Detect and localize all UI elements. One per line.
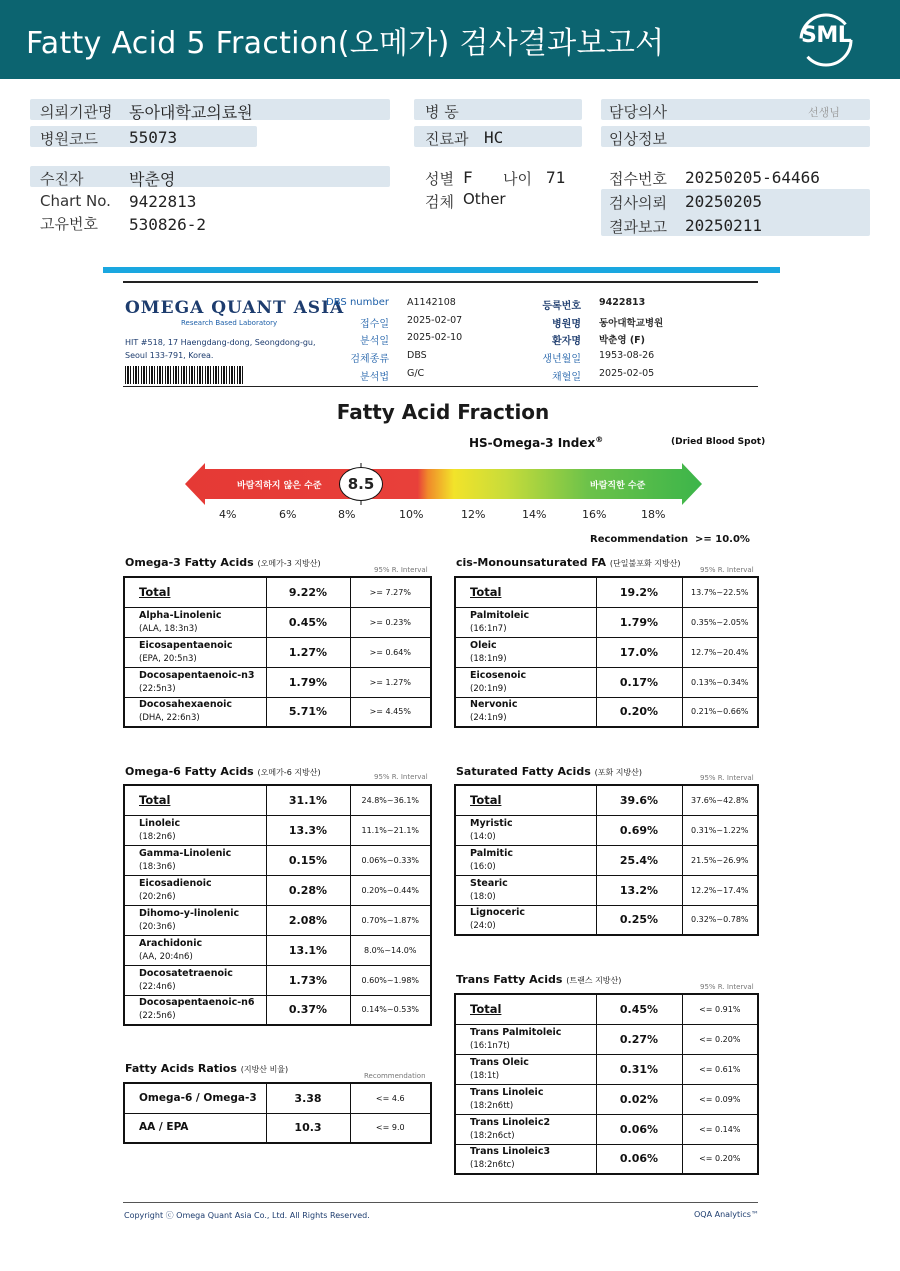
reference-range: 0.13%~0.34%: [682, 667, 758, 697]
table-row: [455, 1054, 758, 1084]
fatty-acid-name: [124, 785, 266, 815]
result-value: 0.02%: [596, 1084, 682, 1114]
fatty-acid-name: [124, 965, 266, 995]
sfa-table: [454, 784, 759, 936]
patient-value: 박춘영: [129, 170, 176, 189]
fatty-acid-notation: (22:5n3): [139, 683, 176, 694]
table-row: [124, 875, 431, 905]
table-row: [124, 637, 431, 667]
fatty-acid-notation: (DHA, 22:6n3): [139, 713, 200, 724]
table-row: [455, 1114, 758, 1144]
dbs-label: DBS number: [326, 297, 389, 308]
draw-value: 2025-02-05: [599, 368, 655, 379]
chart-no-value: 9422813: [129, 192, 197, 211]
fatty-acid-name: [124, 637, 266, 667]
recommendation-label: Recommendation: [590, 534, 689, 545]
table-row: [124, 667, 431, 697]
reg-label: 등록번호: [542, 301, 581, 312]
fatty-acid-label: Docosapentaenoic-n6: [139, 997, 255, 1009]
fatty-acid-name: [455, 1084, 596, 1114]
scale-tick-label: 8%: [338, 508, 356, 521]
unique-no-label: 고유번호: [40, 215, 98, 233]
mufa-table: [454, 576, 759, 728]
specimen-value: Other: [463, 190, 506, 208]
reference-range: 0.35%~2.05%: [682, 607, 758, 637]
fatty-acid-label: Trans Linoleic3: [470, 1146, 551, 1158]
result-value: 25.4%: [596, 845, 682, 875]
fatty-acid-label: Eicosapentaenoic: [139, 639, 233, 651]
reference-range: <= 0.61%: [682, 1054, 758, 1084]
omega3-ri-label: 95% R. Interval: [374, 566, 428, 574]
fatty-acid-label: Palmitic: [470, 847, 513, 859]
result-value: 0.45%: [596, 994, 682, 1024]
section-divider: [103, 267, 780, 273]
reference-range: 0.32%~0.78%: [682, 905, 758, 935]
sample-type-value: DBS: [407, 350, 427, 361]
scale-tick-label: 14%: [522, 508, 547, 521]
ratios-table: [123, 1082, 432, 1144]
fatty-acid-notation: (20:3n6): [139, 921, 176, 932]
result-value: 0.15%: [266, 845, 350, 875]
request-label: 검사의뢰: [609, 194, 667, 212]
analyzed-value: 2025-02-10: [407, 332, 463, 343]
method-label: 분석법: [360, 372, 389, 383]
fatty-acid-notation: (16:0): [470, 861, 496, 872]
reference-range: 0.60%~1.98%: [350, 965, 431, 995]
receipt-value: 20250205-64466: [685, 168, 820, 187]
reference-range: >= 4.45%: [350, 697, 431, 727]
omega3-title-kr: (오메가-3 지방산): [257, 559, 321, 568]
mufa-ri-label: 95% R. Interval: [700, 566, 754, 574]
fatty-acid-name: [124, 815, 266, 845]
fatty-acid-name: [455, 905, 596, 935]
table-row: [455, 815, 758, 845]
reg-value: 9422813: [599, 297, 646, 308]
ratios-title-kr: (지방산 비율): [240, 1065, 289, 1074]
specimen-label: 검체: [425, 193, 454, 211]
fatty-acid-label: AA / EPA: [139, 1121, 189, 1134]
fatty-acid-name: [124, 667, 266, 697]
result-value: 1.79%: [596, 607, 682, 637]
table-row: [455, 845, 758, 875]
fatty-acid-label: Myristic: [470, 817, 513, 829]
fatty-acid-notation: (16:1n7): [470, 623, 507, 634]
reference-range: 12.7%~20.4%: [682, 637, 758, 667]
fatty-acid-label: Trans Oleic: [470, 1056, 529, 1068]
sex-value: F: [463, 168, 473, 187]
fraction-title: [0, 400, 900, 424]
fatty-acid-name: [455, 815, 596, 845]
doctor-label: 담당의사: [609, 103, 667, 121]
fatty-acid-name: [455, 1114, 596, 1144]
lab-address: HIT #518, 17 Haengdang-dong, Seongdong-gu, Seoul 133-791, Korea.: [125, 338, 316, 360]
fatty-acid-name: [124, 607, 266, 637]
fatty-acid-notation: (ALA, 18:3n3): [139, 623, 198, 634]
fatty-acid-notation: (14:0): [470, 831, 496, 842]
fatty-acid-name: [455, 785, 596, 815]
table-row: [455, 785, 758, 815]
omega6-table: [123, 784, 432, 1026]
fatty-acid-name: [455, 697, 596, 727]
trans-title-kr: (트랜스 지방산): [566, 976, 622, 985]
table-row: [124, 965, 431, 995]
omega6-ri-label: 95% R. Interval: [374, 773, 428, 781]
result-value: 0.27%: [596, 1024, 682, 1054]
mufa-section-title: [456, 556, 681, 569]
barcode-icon: [125, 366, 245, 384]
ratios-section-title: [125, 1062, 288, 1075]
fatty-acid-notation: (18:0): [470, 891, 496, 902]
result-value: 13.2%: [596, 875, 682, 905]
omega3-table: [123, 576, 432, 728]
sex-label: 성별: [425, 170, 454, 188]
fatty-acid-notation: (18:2n6): [139, 831, 176, 842]
fatty-acid-notation: (18:2n6ct): [470, 1130, 515, 1141]
fatty-acid-label: Eicosenoic: [470, 669, 527, 681]
method-value: G/C: [407, 368, 425, 379]
table-row: [455, 994, 758, 1024]
sample-type-label: 검체종류: [350, 354, 389, 365]
fatty-acid-label: Total: [470, 792, 502, 807]
sfa-title-kr: (포화 지방산): [594, 768, 643, 777]
table-row: [124, 1083, 431, 1113]
reference-range: 13.7%~22.5%: [682, 577, 758, 607]
analytics-brand: OQA Analytics™: [694, 1210, 759, 1219]
report-value: 20250211: [685, 216, 763, 235]
result-value: 0.17%: [596, 667, 682, 697]
lab-bottom-rule: [123, 386, 758, 387]
result-value: 39.6%: [596, 785, 682, 815]
fatty-acid-name: [455, 845, 596, 875]
result-value: 0.28%: [266, 875, 350, 905]
result-value: 2.08%: [266, 905, 350, 935]
age-value: 71: [546, 168, 566, 187]
fatty-acid-name: [455, 1054, 596, 1084]
copyright-text: Copyright ⓒ Omega Quant Asia Co., Ltd. All Rights Reserved.: [124, 1211, 370, 1220]
institution-label: 의뢰기관명: [40, 103, 113, 121]
fatty-acid-notation: (20:1n9): [470, 683, 507, 694]
fatty-acid-name: [455, 667, 596, 697]
dept-value: HC: [484, 128, 504, 147]
reference-range: 0.06%~0.33%: [350, 845, 431, 875]
reference-range: >= 0.23%: [350, 607, 431, 637]
unique-no-value: 530826-2: [129, 215, 207, 234]
table-row: [124, 785, 431, 815]
result-value: 0.45%: [266, 607, 350, 637]
fatty-acid-name: [124, 995, 266, 1025]
fatty-acid-label: Omega-6 / Omega-3: [139, 1091, 257, 1104]
trans-ri-label: 95% R. Interval: [700, 983, 754, 991]
reference-range: <= 0.14%: [682, 1114, 758, 1144]
table-row: [124, 607, 431, 637]
fatty-acid-name: [455, 1024, 596, 1054]
patient-row-bg: [30, 166, 390, 187]
fatty-acid-notation: (18:1n9): [470, 653, 507, 664]
lab-tagline: Research Based Laboratory: [181, 319, 278, 327]
hospital-code-value: 55073: [129, 128, 178, 147]
fatty-acid-name: [455, 637, 596, 667]
fatty-acid-label: Docosapentaenoic-n3: [139, 669, 255, 681]
reference-range: >= 7.27%: [350, 577, 431, 607]
table-row: [124, 905, 431, 935]
sfa-section-title: [456, 765, 642, 778]
table-row: [124, 845, 431, 875]
institution-value: 동아대학교의료원: [129, 103, 253, 122]
reference-range: 21.5%~26.9%: [682, 845, 758, 875]
fatty-acid-notation: (20:2n6): [139, 891, 176, 902]
fatty-acid-notation: (22:5n6): [139, 1011, 176, 1022]
hs-omega3-title: HS-Omega-3 Index®: [469, 435, 604, 450]
fatty-acid-name: [455, 607, 596, 637]
fatty-acid-label: Trans Linoleic2: [470, 1116, 551, 1128]
fatty-acid-label: Lignoceric: [470, 907, 526, 919]
omega3-section-title: [125, 556, 321, 569]
result-value: 31.1%: [266, 785, 350, 815]
fatty-acid-name: [124, 1083, 266, 1113]
reference-range: 24.8%~36.1%: [350, 785, 431, 815]
sml-logo-text: SML: [801, 23, 852, 48]
table-row: [124, 1113, 431, 1143]
scale-tick-label: 18%: [641, 508, 666, 521]
fatty-acid-label: Gamma-Linolenic: [139, 847, 232, 859]
reference-range: >= 0.64%: [350, 637, 431, 667]
undesirable-level-label: 바람직하지 않은 수준: [237, 481, 322, 491]
table-row: [455, 905, 758, 935]
result-value: 9.22%: [266, 577, 350, 607]
table-row: [455, 577, 758, 607]
request-value: 20250205: [685, 192, 763, 211]
fatty-acid-label: Total: [470, 1001, 502, 1016]
omega3-index-value: 8.5: [339, 467, 383, 501]
scale-tick-label: 12%: [461, 508, 486, 521]
scale-tick-label: 16%: [582, 508, 607, 521]
fatty-acid-notation: (AA, 20:4n6): [139, 951, 193, 962]
fatty-acid-notation: (EPA, 20:5n3): [139, 653, 197, 664]
table-row: [455, 697, 758, 727]
fatty-acid-label: Trans Palmitoleic: [470, 1026, 562, 1038]
table-row: [124, 935, 431, 965]
table-row: [124, 995, 431, 1025]
report-label: 결과보고: [609, 218, 667, 236]
fatty-acid-name: [124, 935, 266, 965]
clinical-label: 임상정보: [609, 130, 667, 148]
fatty-acid-label: Palmitoleic: [470, 609, 530, 621]
table-row: [455, 667, 758, 697]
result-value: 1.27%: [266, 637, 350, 667]
result-value: 10.3: [266, 1113, 350, 1143]
dob-label: 생년월일: [542, 354, 581, 365]
table-row: [455, 607, 758, 637]
table-row: [455, 1024, 758, 1054]
reference-range: 0.20%~0.44%: [350, 875, 431, 905]
ward-label: 병 동: [425, 103, 459, 121]
reference-range: <= 0.91%: [682, 994, 758, 1024]
reference-range: 37.6%~42.8%: [682, 785, 758, 815]
reference-range: 0.70%~1.87%: [350, 905, 431, 935]
fatty-acid-name: [124, 875, 266, 905]
table-row: [455, 875, 758, 905]
fatty-acid-name: [455, 875, 596, 905]
fatty-acid-name: [455, 994, 596, 1024]
fatty-acid-label: Total: [139, 584, 171, 599]
result-value: 17.0%: [596, 637, 682, 667]
received-value: 2025-02-07: [407, 315, 463, 326]
reference-range: 0.21%~0.66%: [682, 697, 758, 727]
lab-logo-text: OMEGA QUANT ASIA: [125, 298, 345, 318]
fatty-acid-label: Docosahexaenoic: [139, 699, 233, 711]
result-value: 1.79%: [266, 667, 350, 697]
fatty-acid-notation: (24:0): [470, 921, 496, 932]
result-value: 0.06%: [596, 1114, 682, 1144]
result-value: 5.71%: [266, 697, 350, 727]
hosp-value: 동아대학교병원: [599, 318, 664, 329]
result-value: 0.20%: [596, 697, 682, 727]
hs-omega3-title-text: HS-Omega-3 Index: [469, 436, 596, 450]
mufa-title-text: cis-Monounsaturated FA: [456, 556, 607, 569]
table-row: [455, 1144, 758, 1174]
omega6-title-kr: (오메가-6 지방산): [257, 768, 321, 777]
dept-label: 진료과: [425, 130, 469, 148]
result-value: 13.1%: [266, 935, 350, 965]
fatty-acid-label: Oleic: [470, 639, 497, 651]
ratios-rec-label: Recommendation: [364, 1072, 426, 1080]
hosp-label: 병원명: [552, 319, 581, 330]
ratios-title-text: Fatty Acids Ratios: [125, 1062, 237, 1075]
chart-no-label: Chart No.: [40, 192, 111, 210]
draw-label: 채혈일: [552, 372, 581, 383]
recommendation-value: >= 10.0%: [695, 534, 750, 545]
fatty-acid-label: Stearic: [470, 877, 508, 889]
reference-range: 8.0%~14.0%: [350, 935, 431, 965]
omega6-title-text: Omega-6 Fatty Acids: [125, 765, 254, 778]
omega3-title-text: Omega-3 Fatty Acids: [125, 556, 254, 569]
table-row: [124, 697, 431, 727]
trans-title-text: Trans Fatty Acids: [456, 973, 563, 986]
reference-range: <= 0.20%: [682, 1144, 758, 1174]
age-label: 나이: [503, 170, 532, 188]
reference-range: 12.2%~17.4%: [682, 875, 758, 905]
fraction-title-text: Fatty Acid Fraction: [336, 400, 550, 424]
result-value: 0.25%: [596, 905, 682, 935]
fatty-acid-name: [455, 1144, 596, 1174]
result-value: 0.37%: [266, 995, 350, 1025]
lab-patient-label: 환자명: [552, 336, 581, 347]
reference-range: <= 0.09%: [682, 1084, 758, 1114]
fatty-acid-notation: (18:3n6): [139, 861, 176, 872]
trans-table: [454, 993, 759, 1175]
reference-range: >= 1.27%: [350, 667, 431, 697]
fatty-acid-label: Linoleic: [139, 817, 181, 829]
result-value: 3.38: [266, 1083, 350, 1113]
table-row: [455, 637, 758, 667]
footer-rule: [123, 1202, 758, 1203]
fatty-acid-label: Arachidonic: [139, 937, 203, 949]
fatty-acid-name: [455, 577, 596, 607]
receipt-label: 접수번호: [609, 170, 667, 188]
fatty-acid-label: Dihomo-y-linolenic: [139, 907, 240, 919]
result-value: 0.69%: [596, 815, 682, 845]
dob-value: 1953-08-26: [599, 350, 655, 361]
fatty-acid-notation: (18:2n6tt): [470, 1100, 514, 1111]
reference-range: 0.31%~1.22%: [682, 815, 758, 845]
fatty-acid-name: [124, 577, 266, 607]
patient-label: 수진자: [40, 170, 84, 188]
report-header-bar: [0, 0, 900, 79]
scale-tick-label: 10%: [399, 508, 424, 521]
reference-range: <= 0.20%: [682, 1024, 758, 1054]
fatty-acid-label: Eicosadienoic: [139, 877, 212, 889]
fatty-acid-name: [124, 697, 266, 727]
fatty-acid-notation: (18:1t): [470, 1070, 500, 1081]
fatty-acid-name: [124, 1113, 266, 1143]
result-value: 1.73%: [266, 965, 350, 995]
doctor-suffix: 선생님: [808, 106, 840, 119]
scale-tick-label: 6%: [279, 508, 297, 521]
reference-range: <= 4.6: [350, 1083, 431, 1113]
result-value: 0.06%: [596, 1144, 682, 1174]
hospital-code-label: 병원코드: [40, 130, 98, 148]
desirable-level-label: 바람직한 수준: [590, 481, 646, 491]
fatty-acid-label: Alpha-Linolenic: [139, 609, 222, 621]
fatty-acid-label: Docosatetraenoic: [139, 967, 233, 979]
table-row: [124, 577, 431, 607]
result-value: 19.2%: [596, 577, 682, 607]
sample-note: (Dried Blood Spot): [671, 437, 766, 447]
dbs-value: A1142108: [407, 297, 456, 308]
table-row: [455, 1084, 758, 1114]
reference-range: 11.1%~21.1%: [350, 815, 431, 845]
fatty-acid-notation: (22:4n6): [139, 981, 176, 992]
lab-top-rule: [123, 281, 758, 283]
reference-range: <= 9.0: [350, 1113, 431, 1143]
fatty-acid-notation: (18:2n6tc): [470, 1160, 515, 1171]
result-value: 0.31%: [596, 1054, 682, 1084]
sfa-title-text: Saturated Fatty Acids: [456, 765, 591, 778]
fatty-acid-label: Total: [139, 792, 171, 807]
fatty-acid-name: [124, 845, 266, 875]
result-value: 13.3%: [266, 815, 350, 845]
fatty-acid-label: Nervonic: [470, 699, 518, 711]
fatty-acid-name: [124, 905, 266, 935]
lab-patient-value: 박춘영 (F): [599, 335, 646, 346]
table-row: [124, 815, 431, 845]
fatty-acid-label: Total: [470, 584, 502, 599]
fatty-acid-notation: (24:1n9): [470, 713, 507, 724]
trans-section-title: [456, 973, 621, 986]
sfa-ri-label: 95% R. Interval: [700, 774, 754, 782]
reference-range: 0.14%~0.53%: [350, 995, 431, 1025]
analyzed-label: 분석일: [360, 336, 389, 347]
fatty-acid-notation: (16:1n7t): [470, 1040, 510, 1051]
mufa-title-kr: (단일불포화 지방산): [609, 559, 681, 568]
scale-tick-label: 4%: [219, 508, 237, 521]
fatty-acid-label: Trans Linoleic: [470, 1086, 544, 1098]
report-title: Fatty Acid 5 Fraction(오메가) 검사결과보고서: [26, 26, 665, 61]
received-label: 접수일: [360, 319, 389, 330]
omega6-section-title: [125, 765, 321, 778]
